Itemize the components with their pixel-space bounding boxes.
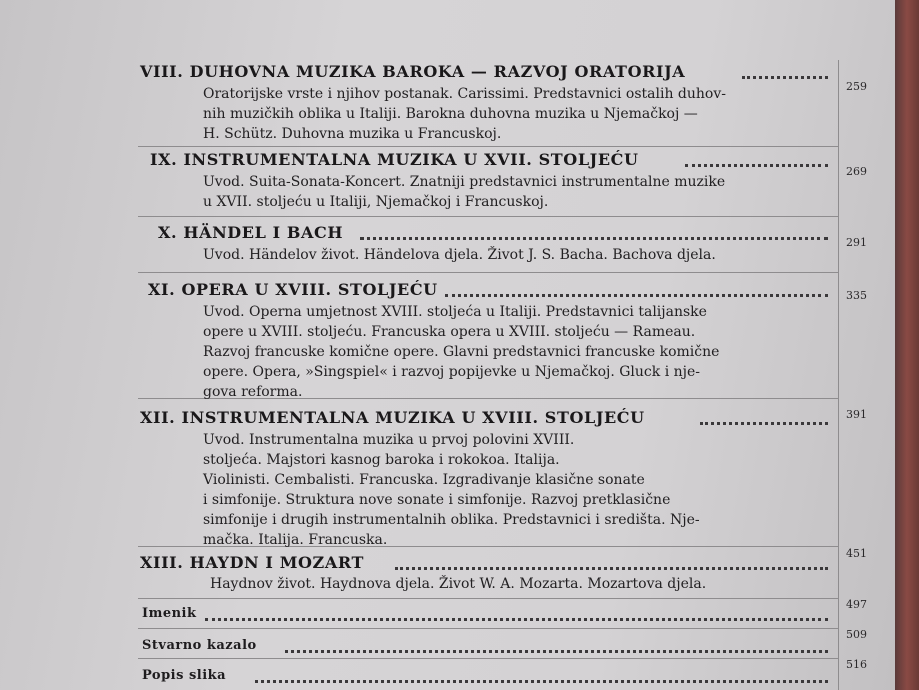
page-number: 259 — [846, 80, 867, 93]
chapter-description — [210, 574, 706, 594]
dot-leader — [205, 616, 828, 621]
table-rule — [138, 658, 838, 659]
chapter-title: XI. OPERA U XVIII. STOLJEĆU — [148, 280, 438, 299]
back-matter-title: Stvarno kazalo — [142, 638, 257, 653]
description-line: Uvod. Instrumentalna muzika u prvoj polovini XVIII. — [203, 432, 575, 448]
dot-leader — [700, 420, 828, 425]
chapter-title: XII. INSTRUMENTALNA MUZIKA U XVIII. STOLJEĆU — [140, 408, 645, 427]
dot-leader — [255, 678, 828, 683]
table-rule — [138, 272, 838, 273]
chapter-title: X. HÄNDEL I BACH — [158, 223, 344, 242]
description-line: Razvoj francuske komične opere. Glavni predstavnici francuske komične — [203, 344, 720, 360]
chapter-title: XIII. HAYDN I MOZART — [140, 553, 364, 572]
chapter-description — [203, 430, 700, 550]
page-number: 291 — [846, 236, 867, 249]
description-line: opere. Opera, »Singspiel« i razvoj popijevke u Njemačkoj. Gluck i nje- — [203, 364, 700, 380]
dot-leader — [360, 235, 828, 240]
description-line: Haydnov život. Haydnova djela. Život W. A. Mozarta. Mozartova djela. — [210, 576, 707, 592]
chapter-description — [203, 302, 719, 402]
book-cover-edge — [895, 0, 919, 690]
table-rule — [138, 598, 838, 599]
dot-leader — [285, 648, 828, 653]
table-rule — [138, 628, 838, 629]
description-line: mačka. Italija. Francuska. — [203, 532, 388, 548]
dot-leader — [685, 162, 828, 167]
description-line: gova reforma. — [203, 384, 303, 400]
dot-leader — [445, 292, 828, 297]
page-number: 269 — [846, 165, 867, 178]
page-number: 497 — [846, 598, 867, 611]
description-line: i simfonije. Struktura nove sonate i simfonije. Razvoj pretklasične — [203, 492, 671, 508]
description-line: Uvod. Suita-Sonata-Koncert. Znatniji predstavnici instrumentalne muzike — [203, 174, 726, 190]
back-matter-title: Imenik — [142, 606, 197, 621]
description-line: H. Schütz. Duhovna muzika u Francuskoj. — [203, 126, 502, 142]
dot-leader — [742, 74, 828, 79]
chapter-description — [203, 172, 725, 212]
description-line: Uvod. Operna umjetnost XVIII. stoljeća u Italiji. Predstavnici talijanske — [203, 304, 707, 320]
column-rule — [838, 60, 839, 690]
chapter-description — [203, 84, 726, 144]
description-line: Oratorijske vrste i njihov postanak. Carissimi. Predstavnici ostalih duhov- — [203, 86, 726, 102]
back-matter-title: Popis slika — [142, 668, 227, 683]
dot-leader — [395, 565, 828, 570]
table-rule — [138, 146, 838, 147]
page-number: 509 — [846, 628, 867, 641]
chapter-title: IX. INSTRUMENTALNA MUZIKA U XVII. STOLJEĆU — [150, 150, 639, 169]
description-line: opere u XVIII. stoljeću. Francuska opera u XVIII. stoljeću — Rameau. — [203, 324, 696, 340]
description-line: simfonije i drugih instrumentalnih oblika. Predstavnici i središta. Nje- — [203, 512, 700, 528]
chapter-title: VIII. DUHOVNA MUZIKA BAROKA — RAZVOJ ORATORIJA — [140, 62, 686, 81]
page-number: 516 — [846, 658, 867, 671]
page-number: 391 — [846, 408, 867, 421]
description-line: Violinisti. Cembalisti. Francuska. Izgradivanje klasične sonate — [203, 472, 645, 488]
page-number: 451 — [846, 547, 867, 560]
description-line: stoljeća. Majstori kasnog baroka i rokokoa. Italija. — [203, 452, 560, 468]
description-line: u XVII. stoljeću u Italiji, Njemačkoj i Francuskoj. — [203, 194, 549, 210]
chapter-description — [203, 245, 716, 265]
table-rule — [138, 216, 838, 217]
page-number: 335 — [846, 289, 867, 302]
description-line: nih muzičkih oblika u Italiji. Barokna duhovna muzika u Njemačkoj — — [203, 106, 698, 122]
description-line: Uvod. Händelov život. Händelova djela. Život J. S. Bacha. Bachova djela. — [203, 247, 716, 263]
